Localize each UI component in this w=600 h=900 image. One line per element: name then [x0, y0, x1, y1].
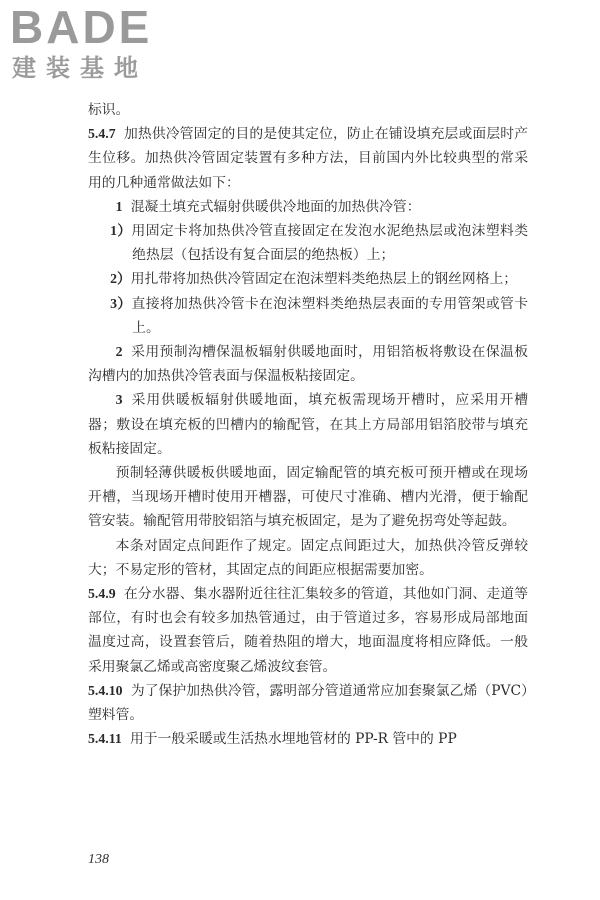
- subitem-3: 3）直接将加热供冷管卡在泡沫塑料类绝热层表面的专用管架或管卡上。: [110, 295, 528, 336]
- subitem-number: 2）: [110, 271, 131, 287]
- clause-number: 5.4.10: [88, 682, 123, 698]
- item-3: 3 采用供暖板辐射供暖地面，填充板需现场开槽时，应采用开槽器；敷设在填充板的凹槽内的输配管，在其上方局部用铝箔胶带与填充板粘接固定。: [88, 392, 528, 457]
- clause-5-4-10: 5.4.10 为了保护加热供冷管，露明部分管道通常应加套聚氯乙烯（PVC）塑料管。: [88, 682, 528, 724]
- logo-subtitle: 建装基地: [12, 54, 148, 82]
- item-number: 3: [115, 392, 123, 408]
- body-paragraph: 本条对固定点间距作了规定。固定点间距过大，加热供冷管反弹较大；不易定形的管材，其固定点的间距应根据需要加密。: [88, 537, 528, 578]
- document-body: [88, 98, 528, 751]
- item-1: 1 混凝土填充式辐射供暖供冷地面的加热供冷管：: [115, 198, 421, 215]
- clause-number: 5.4.7: [88, 126, 116, 142]
- clause-number: 5.4.9: [88, 586, 116, 602]
- bade-logo: [10, 1, 180, 84]
- paragraph-continuation: 标识。: [88, 102, 130, 118]
- page-number: 138: [88, 852, 109, 867]
- logo-wordmark: BADE: [10, 1, 153, 53]
- subitem-2: 2）用扎带将加热供冷管固定在泡沫塑料类绝热层上的钢丝网格上；: [110, 271, 518, 288]
- subitem-1: 1）用固定卡将加热供冷管直接固定在发泡水泥绝热层或泡沫塑料类绝热层（包括设有复合面层的绝热板）上；: [110, 223, 528, 264]
- item-2: 2 采用预制沟槽保温板辐射供暖地面时，用铝箔板将敷设在保温板沟槽内的加热供冷管表面与保温板粘接固定。: [88, 344, 528, 385]
- subitem-number: 1）: [110, 223, 132, 239]
- clause-5-4-7: 5.4.7 加热供冷管固定的目的是使其定位，防止在铺设填充层或面层时产生位移。加热供冷管固定装置有多种方法，目前国内外比较典型的常采用的几种通常做法如下：: [88, 126, 528, 191]
- item-number: 2: [115, 344, 123, 360]
- body-paragraph: 预制轻薄供暖板供暖地面，固定输配管的填充板可预开槽或在现场开槽，当现场开槽时使用开槽器，可使尺寸准确、槽内光滑，便于输配管安装。输配管用带胶铝箔与填充板固定，是为了避免拐弯处等起鼓。: [88, 465, 528, 530]
- item-number: 1: [115, 198, 123, 214]
- clause-number: 5.4.11: [88, 731, 122, 747]
- clause-5-4-11: 5.4.11 用于一般采暖或生活热水埋地管材的 PP-R 管中的 PP: [88, 731, 457, 748]
- subitem-number: 3）: [110, 295, 132, 311]
- clause-5-4-9: 5.4.9 在分水器、集水器附近往往汇集较多的管道，其他如门洞、走道等部位，有时也会有较多加热管通过，由于管道过多，容易形成局部地面温度过高，设置套管后，随着热阻的增大，地面温度将相应降低。一般采用聚氯乙烯或高密度聚乙烯波纹套管。: [88, 586, 528, 675]
